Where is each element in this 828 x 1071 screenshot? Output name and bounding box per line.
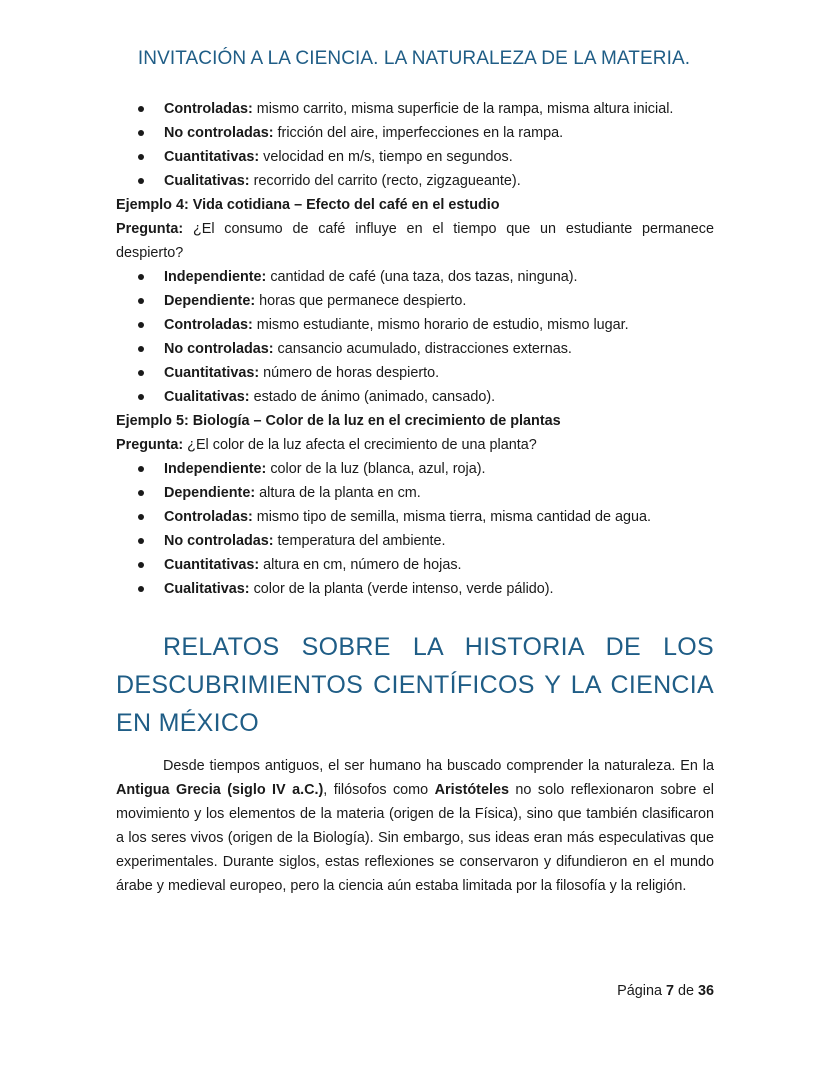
question-text: ¿El color de la luz afecta el crecimiento de una planta? — [183, 437, 537, 453]
list-item-label: Cuantitativas: — [164, 149, 260, 165]
example-4-heading: Ejemplo 4: Vida cotidiana – Efecto del café en el estudio — [116, 197, 500, 213]
paragraph-bold-text: Antigua Grecia (siglo IV a.C.) — [116, 782, 324, 798]
list-item-text: color de la luz (blanca, azul, roja). — [266, 461, 486, 477]
page-number: 7 — [665, 983, 674, 999]
example-5-variable-list — [116, 457, 714, 601]
list-item-label: No controladas: — [164, 533, 274, 549]
list-item-text: mismo carrito, misma superficie de la rampa, misma altura inicial. — [252, 101, 674, 117]
list-item — [164, 337, 714, 361]
list-item-text: altura en cm, número de hojas. — [259, 557, 462, 573]
paragraph-text: , filósofos como — [323, 782, 435, 798]
list-item-label: Dependiente: — [164, 293, 256, 309]
section-paragraph — [116, 754, 714, 898]
list-item-text: fricción del aire, imperfecciones en la rampa. — [273, 125, 564, 141]
list-item — [164, 529, 714, 553]
page-label: Página — [617, 983, 662, 999]
list-item — [164, 169, 714, 193]
list-item-label: Cuantitativas: — [164, 365, 260, 381]
example-5-heading: Ejemplo 5: Biología – Color de la luz en el crecimiento de plantas — [116, 413, 561, 429]
list-item-label: Cualitativas: — [164, 173, 250, 189]
example-4-question — [116, 217, 714, 265]
list-item-label: Controladas: — [164, 509, 253, 525]
list-item-text: horas que permanece despierto. — [255, 293, 467, 309]
list-item — [164, 385, 714, 409]
question-text: ¿El consumo de café influye en el tiempo que un estudiante permanece despierto? — [116, 221, 714, 261]
list-item — [164, 481, 714, 505]
section-title: RELATOS SOBRE LA HISTORIA DE LOS DESCUBRIMIENTOS CIENTÍFICOS Y LA CIENCIA EN MÉXICO — [116, 633, 714, 737]
list-item-label: Dependiente: — [164, 485, 256, 501]
example-4-variable-list — [116, 265, 714, 409]
list-item-text: velocidad en m/s, tiempo en segundos. — [259, 149, 513, 165]
list-item-label: Controladas: — [164, 101, 253, 117]
paragraph-text: no solo reflexionaron sobre el movimiento y los elementos de la materia (origen de la Física), sino que también clasificaron a los seres vivos (origen de la Biología). Sin embargo, sus ideas eran más especulativas que experimentales. Durante siglos, estas reflexiones se conservaron y difundieron en el mundo árabe y medieval europeo, pero la ciencia aún estaba limitada por la filosofía y la religión. — [116, 782, 714, 894]
list-item-text: color de la planta (verde intenso, verde pálido). — [249, 581, 554, 597]
list-item-text: mismo estudiante, mismo horario de estudio, mismo lugar. — [252, 317, 629, 333]
list-item-text: número de horas despierto. — [259, 365, 440, 381]
total-pages: 36 — [697, 983, 714, 999]
list-item — [164, 457, 714, 481]
paragraph-text: Desde tiempos antiguos, el ser humano ha buscado comprender la naturaleza. En la — [163, 758, 714, 774]
question-label: Pregunta: — [116, 437, 184, 453]
list-item-label: Cualitativas: — [164, 389, 250, 405]
list-item — [164, 145, 714, 169]
list-item-text: temperatura del ambiente. — [273, 533, 446, 549]
list-item-text: recorrido del carrito (recto, zigzagueante). — [249, 173, 521, 189]
list-item — [164, 553, 714, 577]
list-item-label: Cuantitativas: — [164, 557, 260, 573]
list-item — [164, 289, 714, 313]
list-item-text: estado de ánimo (animado, cansado). — [249, 389, 496, 405]
list-item-label: Independiente: — [164, 461, 267, 477]
list-item-text: mismo tipo de semilla, misma tierra, misma cantidad de agua. — [252, 509, 652, 525]
list-item-label: No controladas: — [164, 125, 274, 141]
list-item-text: altura de la planta en cm. — [255, 485, 421, 501]
list-item — [164, 361, 714, 385]
list-item-label: Independiente: — [164, 269, 267, 285]
list-item — [164, 577, 714, 601]
page-footer — [617, 983, 714, 999]
list-item-text: cansancio acumulado, distracciones externas. — [273, 341, 572, 357]
list-item — [164, 97, 714, 121]
example-3-variable-list — [116, 97, 714, 193]
page-header-title: INVITACIÓN A LA CIENCIA. LA NATURALEZA DE LA MATERIA. — [137, 48, 691, 69]
list-item — [164, 265, 714, 289]
list-item-label: Cualitativas: — [164, 581, 250, 597]
list-item — [164, 121, 714, 145]
list-item-label: Controladas: — [164, 317, 253, 333]
question-label: Pregunta: — [116, 221, 184, 237]
list-item — [164, 313, 714, 337]
list-item-label: No controladas: — [164, 341, 274, 357]
of-label: de — [677, 983, 694, 999]
list-item-text: cantidad de café (una taza, dos tazas, ninguna). — [266, 269, 578, 285]
list-item — [164, 505, 714, 529]
document-body — [116, 97, 714, 898]
example-5-question — [116, 433, 714, 457]
paragraph-bold-text: Aristóteles — [434, 782, 509, 798]
